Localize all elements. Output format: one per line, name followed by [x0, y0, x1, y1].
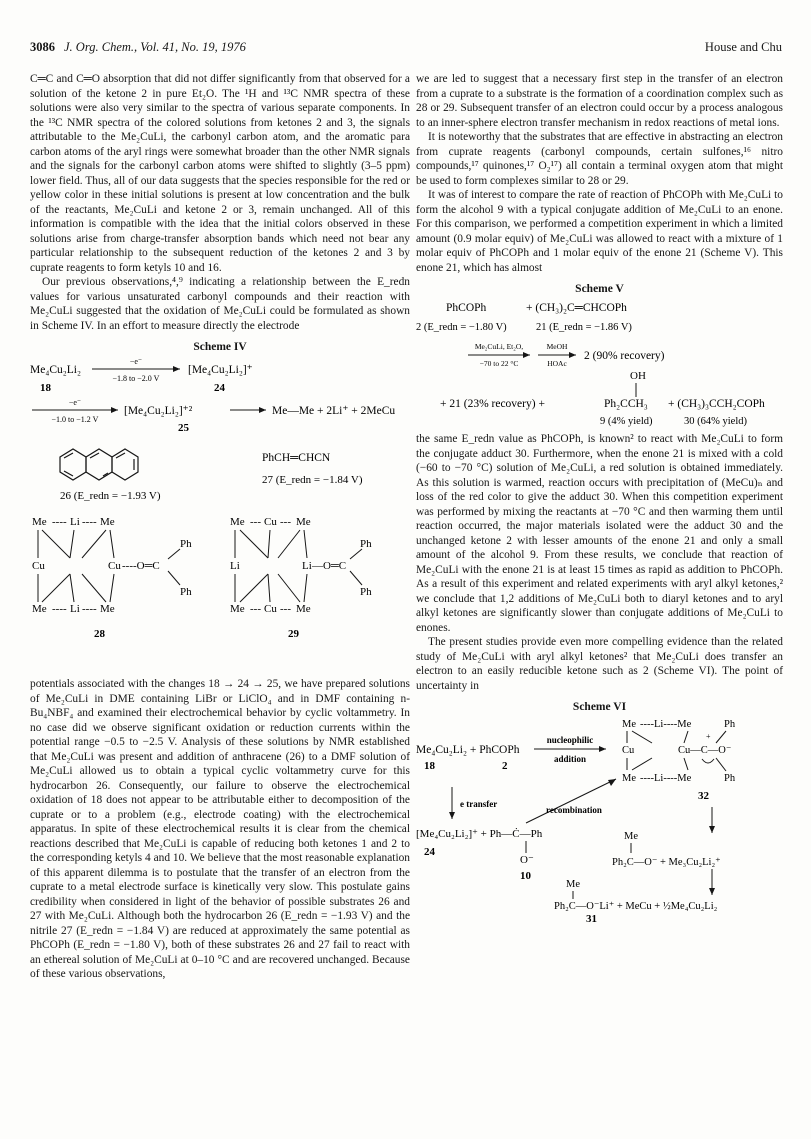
s4-arrow2-bottom: −1.0 to −1.2 V — [51, 415, 99, 424]
s5-product-2-recovery: 2 (90% recovery) — [584, 350, 665, 362]
nitrile-formula: PhCH═CHCN — [262, 452, 331, 464]
scheme-v-diagram — [416, 299, 783, 427]
scheme-iv-title: Scheme IV — [193, 341, 247, 353]
svg-text:----: ---- — [52, 516, 67, 528]
s4-product-24: [Me₄Cu₂Li₂]⁺ — [188, 364, 253, 376]
s5-label-21: 21 (E_redn = −1.86 V) — [536, 322, 632, 333]
s5-oh: OH — [630, 370, 646, 382]
s4-label-24: 24 — [214, 382, 225, 394]
running-authors: House and Chu — [704, 40, 782, 54]
s6-alkoxide: Ph₂C—O⁻ + Me₃Cu₂Li₂⁺ — [612, 857, 721, 868]
s6-me-2: Me — [566, 879, 580, 890]
svg-text:Me: Me — [32, 603, 47, 615]
scheme-v-title: Scheme V — [575, 283, 624, 295]
svg-text:Cu: Cu — [264, 603, 277, 615]
complex-label-28: 28 — [94, 628, 105, 640]
right-paragraph-1: we are led to suggest that a necessary first step in the transfer of an electron from a cuprate to a substrate is the formation of a coordination complex such as 28 or 29. Subsequent transfer of an electron could occur by a process analogous to an inner-sphere electron transfer mechanism in redox reactions of metal ions. — [416, 73, 783, 129]
complex-label-29: 29 — [288, 628, 299, 640]
s6-e-transfer: e transfer — [460, 799, 498, 809]
svg-text:Li: Li — [302, 560, 312, 572]
scheme-iv-diagram — [30, 357, 410, 672]
svg-text:----O═C: ----O═C — [122, 560, 160, 572]
anthracene-label-26: 26 (E_redn = −1.93 V) — [60, 490, 161, 502]
s4-final-products: Me—Me + 2Li⁺ + 2MeCu — [272, 405, 396, 417]
left-column — [30, 72, 410, 982]
svg-text:Cu—C—O⁻: Cu—C—O⁻ — [678, 745, 732, 756]
svg-text:Ph: Ph — [724, 719, 736, 730]
svg-text:Cu: Cu — [32, 560, 45, 572]
right-paragraph-2: It is noteworthy that the substrates that are effective in abstracting an electron from cuprate reagents (carbonyl compounds, certain sulfones,¹⁶ nitro compounds,¹⁷ quinones,¹⁷ O₂¹⁷) all contain a terminal oxygen atom that might be used to form complexes similar to 28 or 29. — [416, 131, 783, 187]
s6-reactants: Me₄Cu₂Li₂ + PhCOPh — [416, 744, 520, 756]
svg-text:----: ---- — [52, 603, 67, 615]
left-paragraph-3: potentials associated with the changes 18 → 24 → 25, we have prepared solutions of Me₂CuLi in DME containing LiBr or LiClO₄ and in DMF containing n-Bu₄NBF₄ and examined their electrochemical behavior by cyclic voltammetry. In no case did we observe significant oxidation or reduction currents within the potential range −0.5 to −2.5 V. Analysis of these solutions by NMR established that Me₂CuLi was present and addition of anthracene (26) to a DMF solution of Me₂CuLi allowed us to obtain a typical cyclic voltammetry curve for this hydrocarbon 26. Consequently, our failure to observe the electrochemical oxidation of 18 does not appear to be attributable either to decomposition of the cuprate or to a problem (e.g., electrode coating) with the electrochemical apparatus. In spite of these electrochemical results it is clear from the chemical reactions described that Me₂CuLi is capable of reducing both ketones 1 and 2 to the corresponding ketyls 4 and 10. We believe that the most reasonable explanation of this apparent dilemma is to postulate that the transfer of an electron from the cuprate to a metal electrode surface is kinetically very slow. This postulate gains credibility when considered in light of the behavior of possible substrates 26 and 27 with Me₂CuLi. Although both the hydrocarbon 26 (E_redn = −1.93 V) and the nitrile 27 (E_redn = −1.84 V) are reduced at approximately the same potential as PhCOPh (E_redn = −1.80 V), both of these substrates 26 and 27 fail to react with an ethereal solution of Me₂CuLi at 0–10 °C and are recovered unchanged. Because of these various observations, — [30, 678, 410, 980]
svg-text:Li: Li — [230, 560, 240, 572]
s6-nucleophilic: nucleophilic — [546, 735, 594, 745]
s5-label-2: 2 (E_redn = −1.80 V) — [416, 322, 507, 333]
svg-text:Ph: Ph — [180, 586, 192, 598]
svg-text:Me: Me — [230, 516, 245, 528]
svg-text:Me: Me — [100, 603, 115, 615]
svg-text:Me: Me — [230, 603, 245, 615]
anthracene-structure — [60, 449, 138, 480]
s6-o-minus: O⁻ — [520, 854, 534, 866]
s4-arrow1-top: −e⁻ — [129, 357, 143, 366]
s4-arrow2-top: −e⁻ — [68, 398, 82, 407]
s5-label-9: 9 (4% yield) — [600, 416, 653, 427]
s4-arrow1-bottom: −1.8 to −2.0 V — [112, 374, 160, 383]
journal-citation: J. Org. Chem., Vol. 41, No. 19, 1976 — [64, 40, 246, 54]
svg-text:Li: Li — [70, 603, 80, 615]
svg-text:---: --- — [250, 603, 261, 615]
svg-text:Ph: Ph — [360, 538, 372, 550]
svg-text:Me: Me — [622, 719, 636, 730]
right-paragraph-4: the same E_redn value as PhCOPh, is known² to react with Me₂CuLi to form the conjugate adduct 30. Furthermore, when the enone 21 is mixed with a cold (−60 to −70 °C) solution of Me₂CuLi, a red solution is obtained immediately. As this solution is warmed, reaction occurs with precipitation of (MeCu)ₙ and loss of the red color to give the adduct 30. When this competition experiment was performed by mixing the reactants at −70 °C and then warming them until reaction occurred, the major materials isolated were the adduct 30 and the unchanged ketone 2 with lesser amounts of the enone 21 and only a small amount of the alcohol 9. From these results, we conclude that reaction of Me₂CuLi with the enone 21 is at least 15 times as rapid as addition to PhCOPh. As a result of this experiment and related experiments with aryl alkyl ketones,² we conclude that 1,2 additions of Me₂CuLi both to diaryl ketones and to aryl alkyl ketones are significantly slower than conjugate additions of Me₂CuLi to enones. — [416, 433, 783, 634]
s5-alcohol-9: Ph₂CCH₃ — [604, 398, 648, 410]
right-paragraph-3: It was of interest to compare the rate of reaction of PhCOPh with Me₂CuLi to form the alcohol 9 with a typical conjugate addition of Me₂CuLi to an enone. For this comparison, we performed a competition experiment in which a limited amount (0.9 molar equiv) of Me₂CuLi was allowed to react with a mixture of 1 molar equiv of PhCOPh and 1 molar equiv of the enone 21 (Scheme V). This enone 21, which has almost — [416, 189, 783, 274]
complex-28-structure — [32, 516, 192, 615]
s6-label-10: 10 — [520, 870, 531, 882]
s6-label-18: 18 — [424, 760, 435, 772]
s5-reactant-phcoph: PhCOPh — [446, 302, 487, 314]
svg-text:Cu: Cu — [264, 516, 277, 528]
svg-text:----Li----Me: ----Li----Me — [640, 773, 692, 784]
svg-text:+: + — [706, 732, 711, 741]
s4-label-25: 25 — [178, 422, 189, 434]
svg-text:Cu: Cu — [622, 745, 635, 756]
svg-text:----: ---- — [82, 603, 97, 615]
s6-addition: addition — [553, 754, 587, 764]
right-column — [416, 72, 783, 927]
scheme-vi-title: Scheme VI — [572, 701, 627, 713]
svg-text:----Li----Me: ----Li----Me — [640, 719, 692, 730]
svg-text:---: --- — [280, 603, 291, 615]
s5-line2-recovery: + 21 (23% recovery) + — [440, 398, 545, 410]
svg-text:---: --- — [280, 516, 291, 528]
right-paragraph-5: The present studies provide even more compelling evidence than the related study of Me₂CuLi with aryl alkyl ketones² that Me₂CuLi does transfer an electron to an easily reducible ketone such as 2 (Scheme VI). The point of uncertainty in — [416, 636, 783, 692]
svg-text:---: --- — [250, 516, 261, 528]
svg-text:Me: Me — [622, 773, 636, 784]
s4-reactant-18: Me₄Cu₂Li₂ — [30, 364, 81, 376]
s6-label-24: 24 — [424, 846, 435, 858]
nitrile-label-27: 27 (E_redn = −1.84 V) — [262, 474, 363, 486]
complex-32-structure — [622, 719, 736, 784]
svg-text:Me: Me — [296, 603, 311, 615]
s5-arrow1-top: Me₂CuLi, Et₂O, — [474, 342, 524, 351]
page-number: 3086 — [30, 40, 55, 54]
s5-label-30: 30 (64% yield) — [684, 416, 747, 427]
svg-text:Ph: Ph — [180, 538, 192, 550]
s4-intermediate-25: [Me₄Cu₂Li₂]⁺² — [124, 405, 193, 417]
svg-text:Ph: Ph — [724, 773, 736, 784]
s6-radical-pair: [Me₄Cu₂Li₂]⁺ + Ph—Ċ—Ph — [416, 828, 543, 840]
s4-label-18: 18 — [40, 382, 51, 394]
s5-arrow2-top: MeOH — [546, 342, 568, 351]
complex-29-structure — [230, 516, 372, 615]
svg-text:—O═C: —O═C — [312, 560, 347, 572]
svg-text:Me: Me — [296, 516, 311, 528]
s5-arrow1-bottom: −70 to 22 °C — [479, 359, 519, 368]
left-paragraph-1: C═C and C═O absorption that did not differ significantly from that observed for a solution of the ketone 2 in pure Et₂O. The ¹H and ¹³C NMR spectra of these solutions were also very similar to the spectra of various separate components. In the ¹³C NMR spectra of the colored solutions from ketones 2 and 3, the signals attributable to the Me₂CuLi, the carbonyl carbon atom, and the aromatic para carbon atoms of the aryl rings were somewhat broader than the other NMR signals and the signals for the carbonyl carbon atoms were shifted to slightly (3–5 ppm) lower field. Thus, all of our data suggests that the species responsible for the red or yellow color in these initial solutions is present at low concentration and the bulk of the reactants, Me₂CuLi and ketone 2 or 3, remain unchanged. All of this information is compatible with the idea that the initial colors observed in these solutions arise from charge-transfer absorption bands which need not bear any particular relationship to the subsequent reduction of the ketones 2 and 3 by cuprate reagents to form ketyls 10 and 16. — [30, 73, 410, 274]
svg-text:Me: Me — [100, 516, 115, 528]
s6-label-32: 32 — [698, 790, 709, 802]
svg-text:----: ---- — [82, 516, 97, 528]
s5-reactant-enone: + (CH₃)₂C═CHCOPh — [526, 302, 627, 314]
svg-text:Li: Li — [70, 516, 80, 528]
left-paragraph-2: Our previous observations,⁴,⁹ indicating a relationship between the E_redn values for various unsaturated carbonyl compounds and their reaction with Me₂CuLi suggested that the oxidation of Me₂CuLi could be formulated as shown in Scheme IV. In an effort to measure directly the electrode — [30, 276, 410, 332]
s5-arrow2-bottom: HOAc — [547, 359, 567, 368]
scheme-vi-diagram — [416, 717, 783, 922]
svg-text:Me: Me — [32, 516, 47, 528]
running-header — [30, 40, 782, 62]
s5-adduct-30: + (CH₃)₃CCH₂COPh — [668, 398, 765, 410]
s6-me-1: Me — [624, 831, 638, 842]
s6-recombination: recombination — [546, 805, 602, 815]
svg-text:Cu: Cu — [108, 560, 121, 572]
s6-label-2: 2 — [502, 760, 508, 772]
svg-text:Ph: Ph — [360, 586, 372, 598]
s6-final-products: Ph₂C—O⁻Li⁺ + MeCu + ½Me₄Cu₂Li₂ — [554, 901, 718, 912]
s6-label-31: 31 — [586, 913, 597, 922]
